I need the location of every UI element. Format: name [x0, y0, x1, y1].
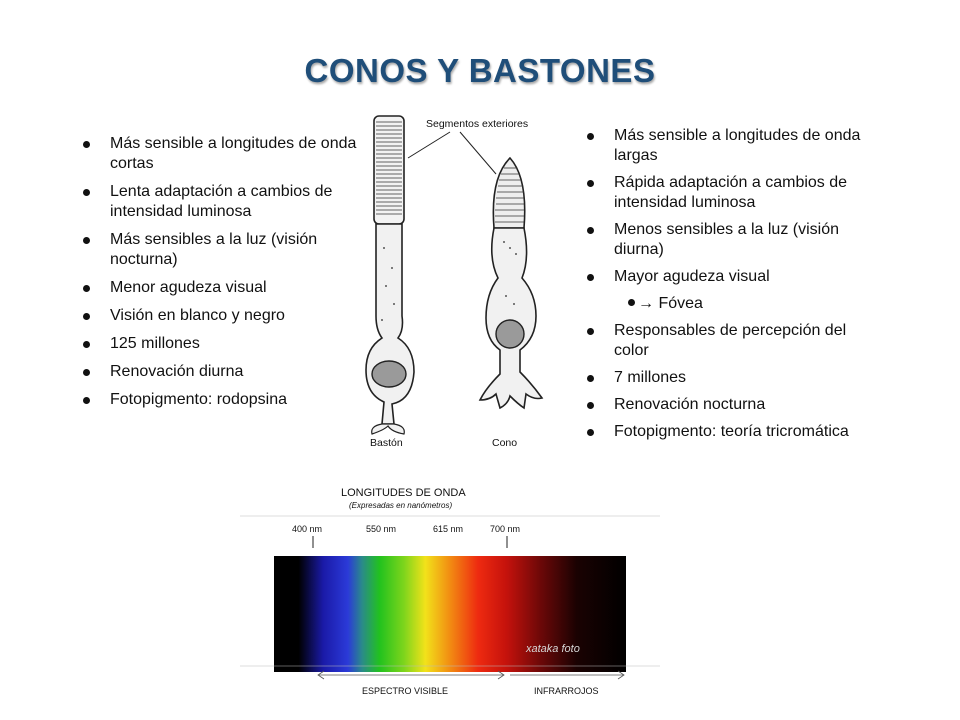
bullet-icon: [83, 369, 90, 376]
list-item-text: Renovación nocturna: [614, 396, 766, 413]
bullet-icon: [587, 133, 594, 140]
bullet-icon: [83, 285, 90, 292]
list-item-text: Responsables de percepción del color: [614, 322, 847, 359]
rod-nucleus: [372, 361, 406, 387]
bullet-icon: [83, 189, 90, 196]
bullet-icon: [587, 274, 594, 281]
bullet-icon: [83, 341, 90, 348]
list-item: [580, 422, 880, 442]
watermark-logo: [525, 643, 580, 655]
rods-properties-list: [76, 134, 376, 418]
segments-label: Segmentos exteriores: [426, 118, 529, 130]
visible-spectrum-label: ESPECTRO VISIBLE: [362, 686, 449, 696]
segments-pointer-rod: [408, 132, 450, 158]
bullet-icon: [628, 299, 635, 306]
rod-cone-diagram: [340, 108, 570, 453]
bullet-icon: [83, 237, 90, 244]
list-item: [76, 390, 376, 410]
list-item: [580, 395, 880, 415]
bullet-icon: [83, 397, 90, 404]
visible-range-arrow: [318, 671, 624, 679]
list-item-text: Menor agudeza visual: [110, 279, 267, 296]
bullet-icon: [587, 429, 594, 436]
bullet-icon: [587, 375, 594, 382]
cone-label: Cono: [492, 437, 518, 449]
list-item: [580, 126, 880, 166]
list-item-text: Lenta adaptación a cambios de intensidad luminosa: [110, 183, 333, 220]
list-item-text: 7 millones: [614, 369, 687, 386]
list-item: [76, 182, 376, 222]
list-item-text: Fóvea: [658, 295, 703, 312]
infrared-label: INFRARROJOS: [534, 686, 599, 696]
list-item-text: Más sensible a longitudes de onda cortas: [110, 135, 357, 172]
list-item-text: Fotopigmento: rodopsina: [110, 391, 287, 408]
bullet-icon: [587, 328, 594, 335]
bullet-icon: [587, 180, 594, 187]
bullet-icon: [587, 402, 594, 409]
list-item-text: Renovación diurna: [110, 363, 244, 380]
list-item: [76, 334, 376, 354]
cone-cell: [480, 158, 542, 449]
list-item: [76, 230, 376, 270]
wavelength-spectrum: [240, 476, 660, 708]
list-item: [580, 267, 880, 287]
bullet-icon: [83, 313, 90, 320]
cones-properties-list: [580, 126, 880, 449]
spectrum-subtitle: (Expresadas en nanómetros): [349, 501, 453, 510]
arrow-right-icon: →: [638, 295, 654, 312]
list-item-text: Menos sensibles a la luz (visión diurna): [614, 221, 839, 258]
list-item: [580, 173, 880, 213]
tick-label: 615 nm: [433, 524, 464, 534]
bullet-icon: [587, 227, 594, 234]
cone-nucleus: [496, 320, 524, 348]
spectrum-ticks: [292, 524, 520, 548]
list-item: [580, 220, 880, 260]
list-item-text: Fotopigmento: teoría tricromática: [614, 423, 849, 440]
list-item: [76, 362, 376, 382]
list-item-text: Más sensibles a la luz (visión nocturna): [110, 231, 318, 268]
tick-label: 550 nm: [366, 524, 397, 534]
tick-label: 400 nm: [292, 524, 323, 534]
page-title: CONOS Y BASTONES: [304, 52, 656, 89]
tick-label: 700 nm: [490, 524, 521, 534]
rod-synapse: [372, 424, 405, 434]
rod-label: Bastón: [370, 437, 403, 449]
list-item-text: Mayor agudeza visual: [614, 268, 770, 285]
list-item: [580, 294, 880, 314]
list-item-text: Rápida adaptación a cambios de intensidad luminosa: [614, 174, 848, 211]
list-item: [580, 368, 880, 388]
list-item: [580, 321, 880, 361]
list-item-text: 125 millones: [110, 335, 200, 352]
spectrum-title: LONGITUDES DE ONDA: [341, 487, 466, 499]
list-item-text: Más sensible a longitudes de onda largas: [614, 127, 861, 164]
bullet-icon: [83, 141, 90, 148]
list-item: [76, 278, 376, 298]
watermark-text: xataka foto: [526, 643, 580, 655]
list-item: [76, 134, 376, 174]
list-item: [76, 306, 376, 326]
list-item-text: Visión en blanco y negro: [110, 307, 285, 324]
segments-pointer-cone: [460, 132, 496, 174]
rod-cell: [366, 116, 414, 449]
